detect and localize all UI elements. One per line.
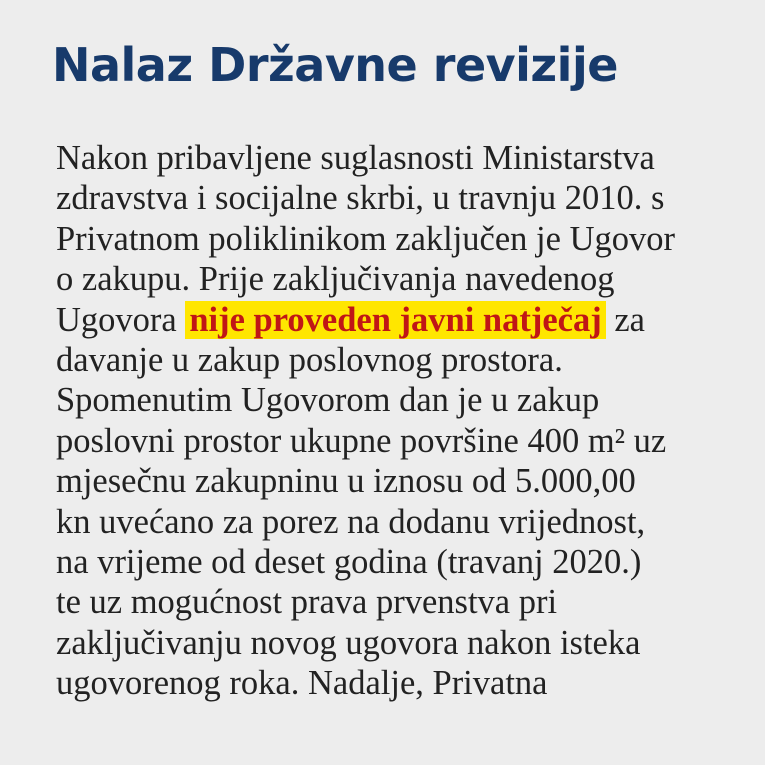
body-line: Privatnom poliklinikom zaključen je Ugovor — [56, 219, 675, 258]
highlight-suffix: za — [605, 300, 645, 339]
highlight-prefix: Ugovora — [56, 300, 186, 339]
highlighted-phrase: nije proveden javni natječaj — [185, 301, 605, 339]
body-line: Spomenutim Ugovorom dan je u zakup — [56, 381, 600, 420]
body-line: poslovni prostor ukupne površine 400 m² uz — [56, 421, 667, 460]
body-line: mjesečnu zakupninu u iznosu od 5.000,00 — [56, 462, 636, 501]
body-line: zaključivanju novog ugovora nakon isteka — [56, 623, 641, 662]
article-body — [56, 138, 736, 704]
body-line: te uz mogućnost prava prvenstva pri — [56, 583, 558, 622]
body-line: ugovorenog roka. Nadalje, Privatna — [56, 664, 548, 703]
body-line: na vrijeme od deset godina (travanj 2020.) — [56, 543, 642, 582]
body-line: davanje u zakup poslovnog prostora. — [56, 341, 563, 380]
body-line: o zakupu. Prije zaključivanja navedenog — [56, 260, 615, 299]
article-title: Nalaz Državne revizije — [52, 38, 618, 92]
body-line: zdravstva i socijalne skrbi, u travnju 2010. s — [56, 179, 665, 218]
body-line: Nakon pribavljene suglasnosti Ministarstva — [56, 139, 655, 177]
body-line: kn uvećano za porez na dodanu vrijednost, — [56, 502, 646, 541]
body-line-with-highlight — [56, 300, 736, 340]
